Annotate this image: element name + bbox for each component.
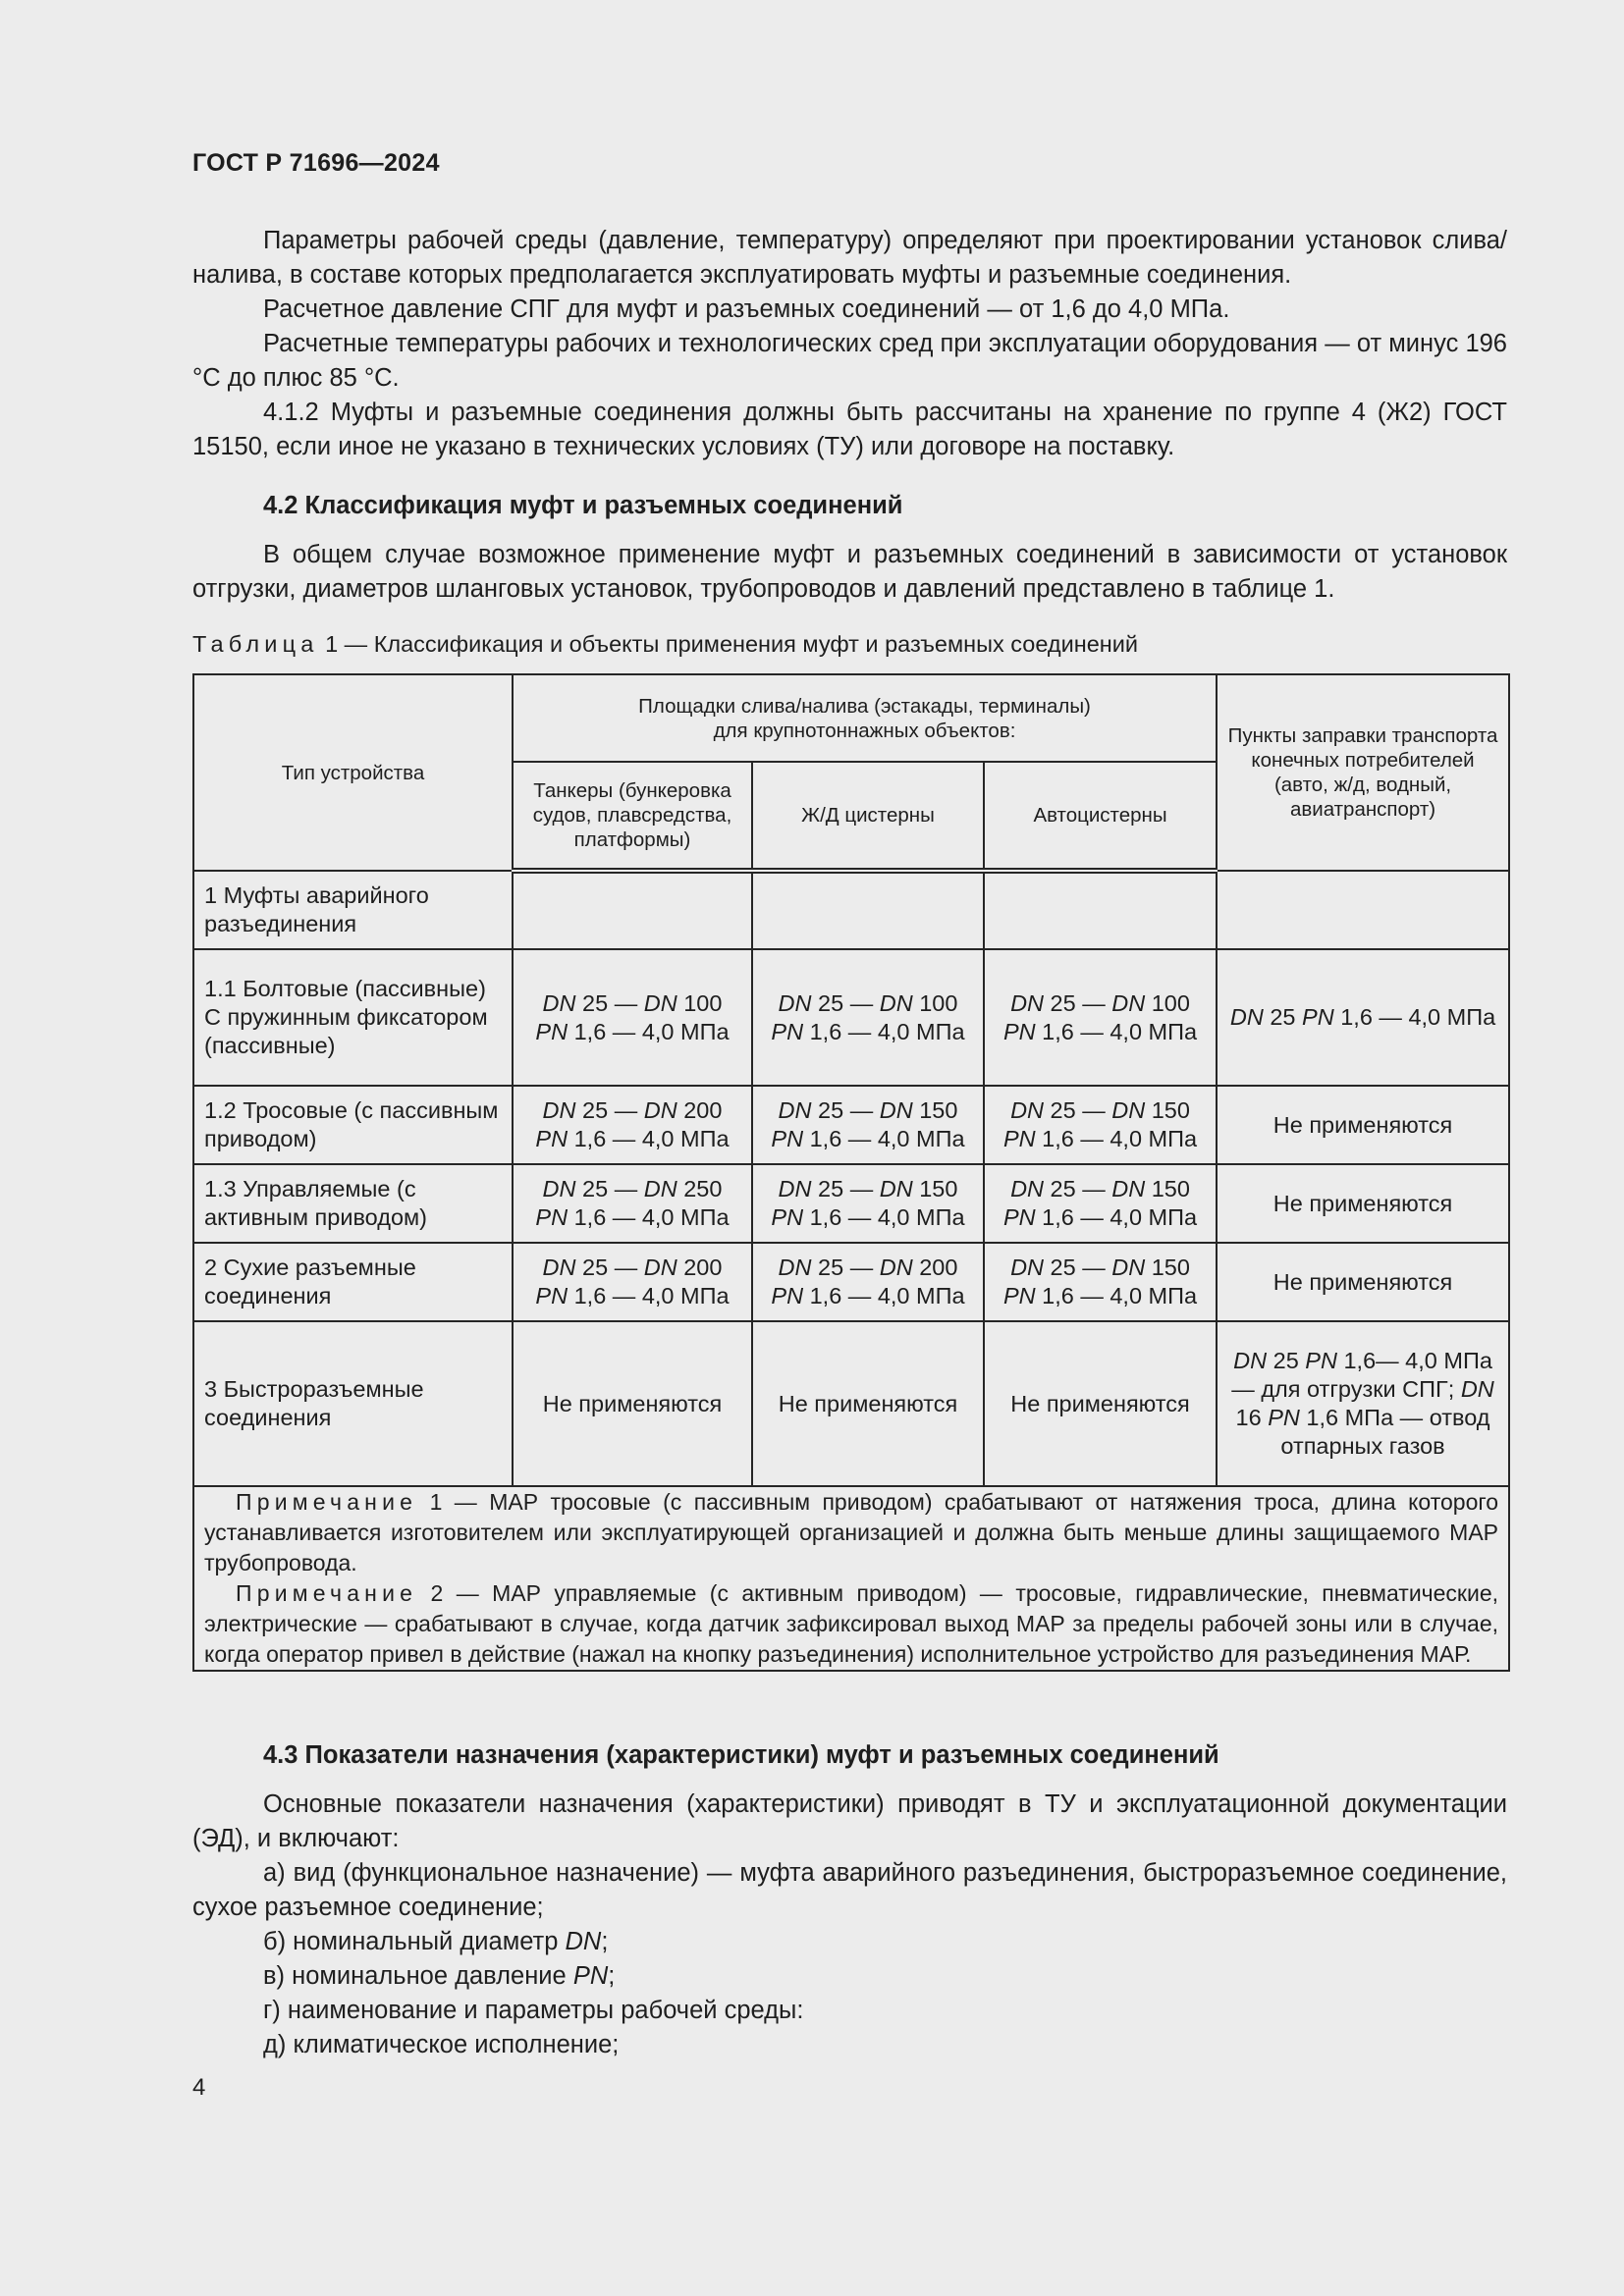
table-row [193,1321,1509,1486]
cell-tankers: DN 25 — DN 250 PN 1,6 — 4,0 МПа [513,1164,752,1243]
table-row [193,1086,1509,1164]
section-heading-4-2: 4.2 Классификация муфт и разъемных соединений [263,492,903,519]
row-label: 3 Быстроразъемные соединения [193,1321,513,1486]
cell-tankers: DN 25 — DN 200 PN 1,6 — 4,0 МПа [513,1243,752,1321]
paragraph: Параметры рабочей среды (давление, температуру) определяют при проектировании установок слива/налива, в составе которых предполагается эксплуатировать муфты и разъемные соединения. [192,227,1507,289]
row-label: 2 Сухие разъемные соединения [193,1243,513,1321]
note-label: Примечание [236,1580,418,1606]
cell-rail: DN 25 — DN 150 PN 1,6 — 4,0 МПа [752,1164,984,1243]
section-4-2-body [192,538,1507,607]
cell-rail: DN 25 — DN 200 PN 1,6 — 4,0 МПа [752,1243,984,1321]
list-item: д) климатическое исполнение; [263,2031,620,2058]
cell-tankers: Не применяются [513,1321,752,1486]
section-heading-4-3: 4.3 Показатели назначения (характеристики) муфт и разъемных соединений [263,1741,1219,1769]
paragraph: В общем случае возможное применение муфт и разъемных соединений в зависимости от установок отгрузки, диаметров шланговых установок, трубопроводов и давлений представлено в таблице 1. [192,541,1507,603]
row-label: 1.3 Управляемые (с активным приводом) [193,1164,513,1243]
cell-tankers: DN 25 — DN 100 PN 1,6 — 4,0 МПа [513,949,752,1086]
cell-tankers: DN 25 — DN 200 PN 1,6 — 4,0 МПа [513,1086,752,1164]
paragraph: Расчетные температуры рабочих и технологических сред при эксплуатации оборудования — от минус 196 °С до плюс 85 °С. [192,330,1507,392]
table-1 [192,673,1510,1672]
header-platforms-line2: для крупнотоннажных объектов: [713,719,1016,742]
table-notes-row [193,1486,1509,1671]
list-item: а) вид (функциональное назначение) — муфта аварийного разъединения, быстроразъемное соединение, сухое разъемное соединение; [192,1859,1507,1921]
section-4-3-body [192,1788,1507,2062]
paragraph: Расчетное давление СПГ для муфт и разъемных соединений — от 1,6 до 4,0 МПа. [263,295,1230,323]
cell-rail: Не применяются [752,1321,984,1486]
cell-rail: DN 25 — DN 150 PN 1,6 — 4,0 МПа [752,1086,984,1164]
header-rail: Ж/Д цистерны [752,762,984,871]
document-code: ГОСТ Р 71696—2024 [192,149,440,177]
paragraph: Основные показатели назначения (характеристики) приводят в ТУ и эксплуатационной документации (ЭД), и включают: [192,1790,1507,1852]
table-caption [192,631,1138,658]
intro-section [192,224,1507,464]
row-label: 1.1 Болтовые (пассивные) С пружинным фиксатором (пассивные) [193,949,513,1086]
cell-end-users: DN 25 PN 1,6 — 4,0 МПа [1217,949,1509,1086]
table-caption-text: 1 — Классификация и объекты применения муфт и разъемных соединений [325,631,1139,657]
cell-auto: DN 25 — DN 150 PN 1,6 — 4,0 МПа [984,1243,1217,1321]
cell-rail: DN 25 — DN 100 PN 1,6 — 4,0 МПа [752,949,984,1086]
table-header-row [193,674,1509,762]
note-text: 2 — МАР управляемые (с активным приводом) — тросовые, гидравлические, пневматические, электрические — срабатывают в случае, когда датчик зафиксировал выход МАР за пределы рабочей зоны или в случае, когда оператор привел в действие (нажал на кнопку разъединения) исполнительное устройство для разъединения МАР. [204,1580,1499,1667]
note-text: 1 — МАР тросовые (с пассивным приводом) срабатывают от натяжения троса, длина которого устанавливается изготовителем или эксплуатирующей организацией и должна быть меньше длины защищаемого МАР трубопровода. [204,1489,1499,1575]
header-tankers: Танкеры (бункеровка судов, плавсредства, платформы) [513,762,752,871]
cell-auto: Не применяются [984,1321,1217,1486]
cell-end-users: Не применяются [1217,1243,1509,1321]
list-item: г) наименование и параметры рабочей среды: [263,1997,804,2024]
cell-end-users: Не применяются [1217,1164,1509,1243]
table-row [193,1243,1509,1321]
note-label: Примечание [236,1489,418,1515]
cell-tankers [513,871,752,949]
table-notes [193,1486,1509,1671]
row-label: 1.2 Тросовые (с пассивным приводом) [193,1086,513,1164]
header-platforms-line1: Площадки слива/налива (эстакады, терминалы) [638,694,1091,718]
table-row [193,1164,1509,1243]
paragraph-4-1-2: 4.1.2 Муфты и разъемные соединения должны быть рассчитаны на хранение по группе 4 (Ж2) ГОСТ 15150, если иное не указано в технических условиях (ТУ) или договоре на поставку. [192,399,1507,460]
page-number: 4 [192,2074,206,2101]
list-item: в) номинальное давление PN; [263,1962,616,1990]
cell-end-users: Не применяются [1217,1086,1509,1164]
row-label: 1 Муфты аварийного разъединения [193,871,513,949]
table-caption-label: Таблица [192,631,319,657]
cell-auto: DN 25 — DN 150 PN 1,6 — 4,0 МПа [984,1086,1217,1164]
cell-auto [984,871,1217,949]
table-row [193,949,1509,1086]
table-note-2 [204,1578,1498,1670]
cell-end-users: DN 25 PN 1,6— 4,0 МПа — для отгрузки СПГ; DN 16 PN 1,6 МПа — отвод отпарных газов [1217,1321,1509,1486]
header-platforms [513,674,1217,762]
table-note-1 [204,1487,1498,1578]
cell-auto: DN 25 — DN 150 PN 1,6 — 4,0 МПа [984,1164,1217,1243]
header-auto: Автоцистерны [984,762,1217,871]
cell-end-users [1217,871,1509,949]
cell-rail [752,871,984,949]
header-device-type: Тип устройства [193,674,513,871]
table-row [193,871,1509,949]
list-item: б) номинальный диаметр DN; [263,1928,609,1955]
header-end-users: Пункты заправки транспорта конечных потребителей (авто, ж/д, водный, авиатранспорт) [1217,674,1509,871]
cell-auto: DN 25 — DN 100 PN 1,6 — 4,0 МПа [984,949,1217,1086]
